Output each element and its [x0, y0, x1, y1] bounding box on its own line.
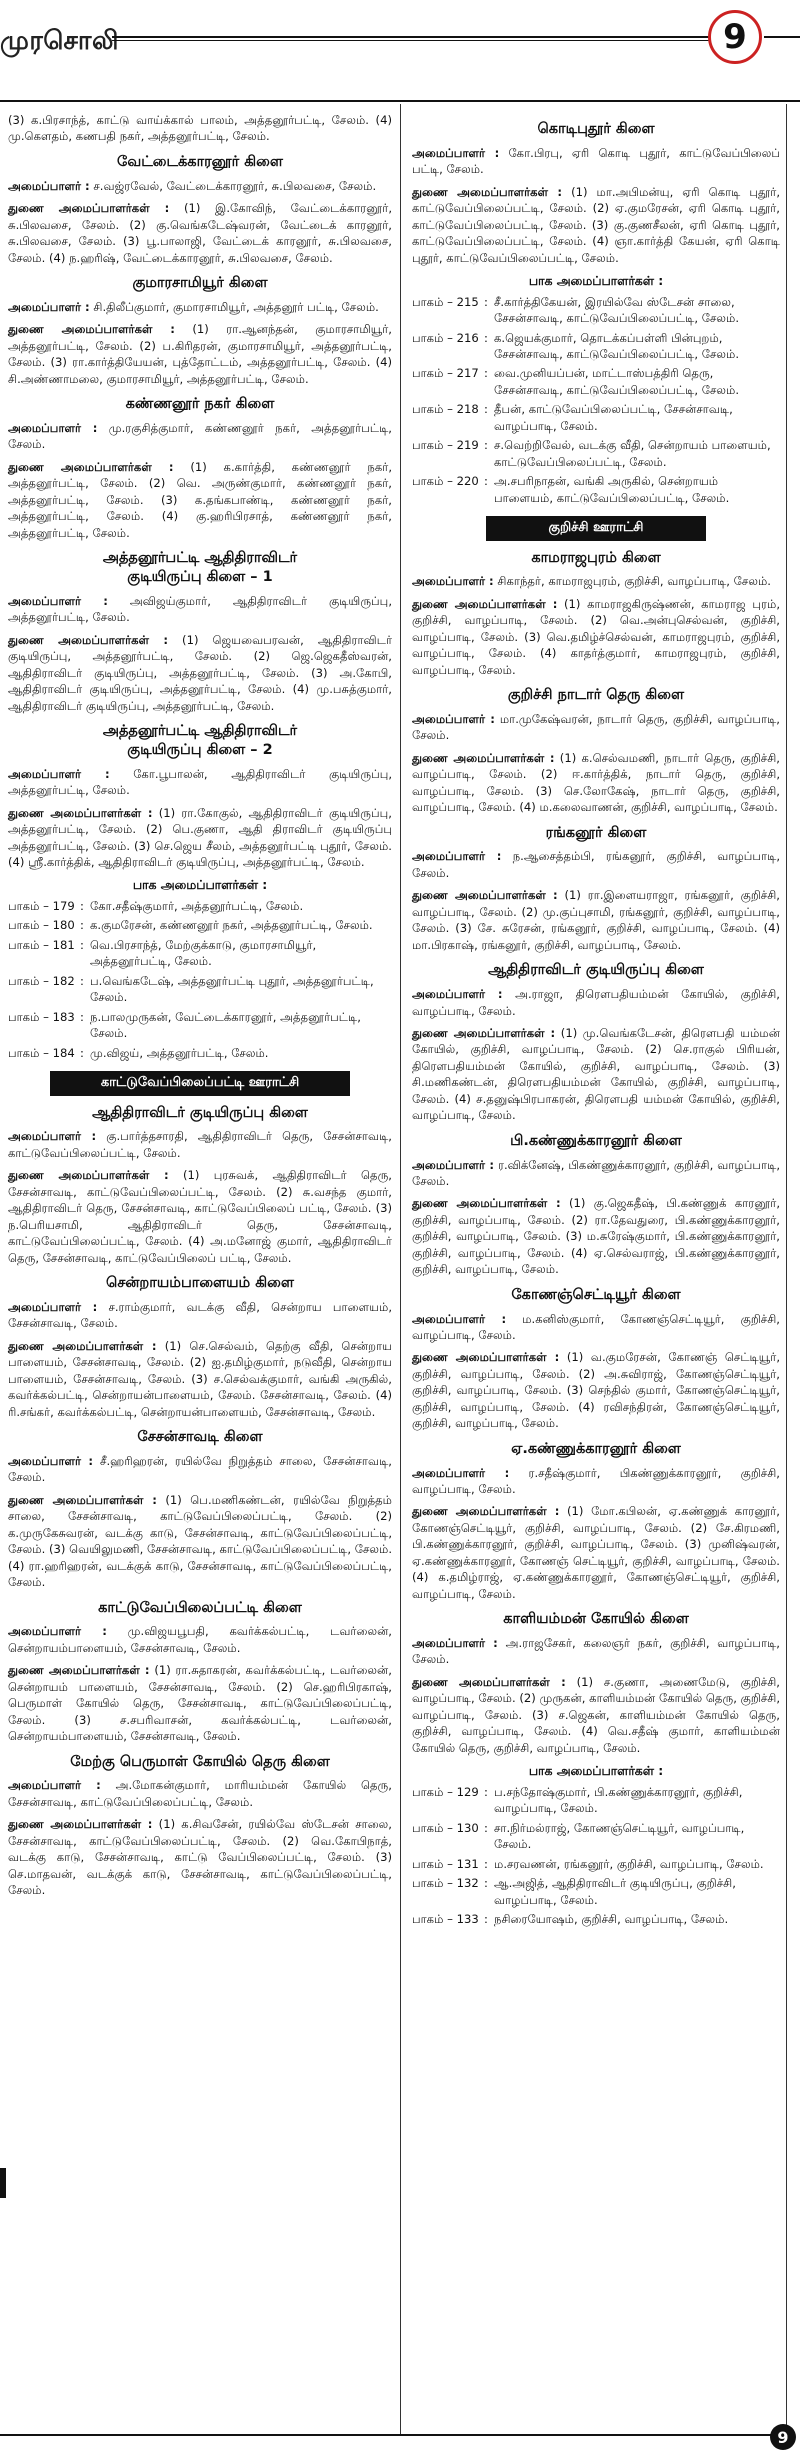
part-row: பாகம் – 219 : ச.வெற்றிவேல், வடக்கு வீதி, சென்றாயம் பாளையம், காட்டுவேப்பிலைப்பட்டி, சேலம். [412, 437, 780, 470]
deputies-label: துணை அமைப்பாளர்கள் : [412, 1504, 560, 1519]
secretary-entry [8, 1128, 392, 1161]
secretary-text: ர.விக்னேஷ், பிகண்ணுக்காரனூர், குறிச்சி, வாழப்பாடி, சேலம். [412, 1157, 781, 1188]
masthead-rule [112, 36, 712, 41]
secretary-entry [412, 1157, 780, 1190]
branch-title: கோணஞ்செட்டியூர் கிளை [511, 1286, 681, 1303]
deputies-text: (1) க.கார்த்தி, கண்ணனூர் நகர், அத்தனூர்பட்டி, சேலம். (2) வெ. அருண்குமார், கண்ணனூர் நகர், அத்தனூர்பட்டி, சேலம். (3) க.தங்கபாண்டி, கண்ணனூர் நகர், அத்தனூர்பட்டி, சேலம். (4) கு.ஹரிபிரசாத், கண்ணனூர் நகர், அத்தனூர்பட்டி, சேலம். [8, 459, 392, 540]
secretary-entry [8, 299, 392, 315]
part-number: பாகம் – 180 [8, 918, 75, 933]
deputies-entry [8, 1167, 392, 1266]
deputies-entry [8, 1492, 392, 1591]
secretary-text: அவிஜய்குமார், ஆதிதிராவிடர் குடியிருப்பு, அத்தனூர்பட்டி, சேலம். [8, 593, 392, 625]
deputies-label: துணை அமைப்பாளர்கள் : [412, 1196, 561, 1211]
part-organisers-heading: பாக அமைப்பாளர்கள் : [528, 1763, 664, 1779]
deputies-label: துணை அமைப்பாளர்கள் : [8, 1168, 169, 1183]
secretary-label: அமைப்பாளர் : [8, 178, 90, 193]
deputies-label: துணை அமைப்பாளர்கள் : [412, 1350, 560, 1365]
deputies-text: (1) ஜெயவைபரவன், ஆதிதிராவிடர் குடியிருப்பு, அத்தனூர்பட்டி, சேலம். (2) ஜெ.ஜெகதீஸ்வரன், ஆதிதிராவிடர் குடியிருப்பு, அத்தனூர்பட்டி, சேலம். (3) அ.கோபி, ஆதிதிராவிடர் குடியிருப்பு, அத்தனூர்பட்டி, சேலம். (4) மு.பசுத்குமார், ஆதிதிராவிடர் குடியிருப்பு, அத்தனூர்பட்டி, சேலம். [8, 632, 392, 713]
deputies-label: துணை அமைப்பாளர்கள் : [8, 1817, 153, 1832]
secretary-text: அ.ராஜசேகர், கலைஞர் நகர், குறிச்சி, வாழப்பாடி, சேலம். [412, 1636, 780, 1667]
part-number: பாகம் – 219 [412, 438, 479, 453]
deputies-label: துணை அமைப்பாளர்கள் : [8, 201, 170, 216]
part-row: பாகம் – 217 : வை.முனியப்பன், மாட்டாஸ்பத்திரி தெரு, சேசன்சாவடி, காட்டுவேப்பிலைப்பட்டி, சேலம். [412, 365, 780, 398]
deputies-text: (1) ரா.சுதாகரன், கவர்க்கல்பட்டி, டவர்லைன், சென்றாயம் பாளையம், சேசன்சாவடி, சேலம். (2) செ.ஹரிபிரகாஷ், பெருமாள் கோயில் தெரு, சேசன்சாவடி, காட்டுவேப்பிலைப்பட்டி, சேலம். (3) ச.சபரிவாசன், கவர்க்கல்பட்டி, டவர்லைன், சென்றாயம்பாளையம், சேசன்சாவடி, சேலம். [8, 1663, 392, 1744]
part-row: பாகம் – 218 : தீபன், காட்டுவேப்பிலைப்பட்டி, சேசன்சாவடி, வாழப்பாடி, சேலம். [412, 401, 780, 434]
secretary-text: கோ.பூபாலன், ஆதிதிராவிடர் குடியிருப்பு, அத்தனூர்பட்டி, சேலம். [8, 766, 393, 798]
secretary-entry [412, 1311, 780, 1344]
deputies-entry [412, 1349, 780, 1431]
deputies-label: துணை அமைப்பாளர்கள் : [412, 1674, 566, 1689]
part-number: பாகம் – 130 [412, 1820, 479, 1835]
part-list [412, 294, 780, 506]
part-list [412, 1784, 780, 1928]
part-row: பாகம் – 179 : கோ.சதீஷ்குமார், அத்தனூர்பட்டி, சேலம். [8, 898, 392, 914]
part-row: பாகம் – 133 : நசிரையோஷம், குறிச்சி, வாழப்பாடி, சேலம். [412, 1911, 780, 1927]
deputies-entry [8, 805, 392, 871]
right-column [412, 112, 780, 1930]
deputies-text: (1) ச.குணா, அணைமேடு, குறிச்சி, வாழப்பாடி, சேலம். (2) முருகன், காளியம்மன் கோயில் தெரு, குறிச்சி, வாழப்பாடி, சேலம். (3) ச.ஜெகன், காளியம்மன் கோயில் தெரு, குறிச்சி, வாழப்பாடி, சேலம். (4) வெ.சதீஷ் குமார், காளியம்மன் கோயில் தெரு, குறிச்சி, வாழப்பாடி, சேலம். [412, 1674, 780, 1755]
deputies-text: (1) செ.செல்வம், தெற்கு வீதி, சென்றாய பாளையம், சேசன்சாவடி, சேலம். (2) ஐ.தமிழ்குமார், நடுவீதி, சென்றாய பாளையம், சேசன்சாவடி, சேலம். (3) ச.செல்வக்குமார், வங்கி அருகில், கவர்க்கல்பட்டி, சென்றாயன்பாளையம், சேலம். சேசன்சாவடி, சேலம். (4) ரி.சங்கர், கவர்க்கல்பட்டி, சென்றாயன்பாளையம், சேசன்சாவடி, சேலம். [8, 1338, 393, 1419]
secretary-text: கோ.பிரபு, ஏரி கொடி புதூர், காட்டுவேப்பிலைப் பட்டி, சேலம். [412, 145, 780, 177]
part-number: பாகம் – 132 [412, 1876, 479, 1891]
branch-title: காளியம்மன் கோயில் கிளை [503, 1611, 689, 1628]
secretary-text: அ.மோகன்குமார், மாரியம்மன் கோயில் தெரு, சேசன்சாவடி, காட்டுவேப்பிலைப்பட்டி, சேலம். [8, 1778, 392, 1809]
deputies-label: துணை அமைப்பாளர்கள் : [412, 184, 563, 199]
secretary-text: சி.திலீப்குமார், குமாரசாமியூர், அத்தனூர் பட்டி, சேலம். [93, 299, 379, 314]
deputies-text: (1) க.செல்வமணி, நாடார் தெரு, குறிச்சி, வாழப்பாடி, சேலம். (2) ஈ.கார்த்திக், நாடார் தெரு, குறிச்சி, வாழப்பாடி, சேலம். (3) செ.லோகேஷ், நாடார் தெரு, குறிச்சி, வாழப்பாடி, சேலம். (4) ம.கலைவாணன், குறிச்சி, வாழப்பாடி, சேலம். [412, 750, 780, 815]
newspaper-title: முரசொலி [0, 26, 119, 56]
secretary-label: அமைப்பாளர் : [412, 1636, 498, 1651]
deputies-label: துணை அமைப்பாளர்கள் : [8, 1492, 157, 1507]
masthead [0, 0, 800, 80]
deputies-entry [8, 459, 392, 541]
panchayat-banner: குறிச்சி ஊராட்சி [486, 516, 707, 540]
deputies-text: (1) க.சிவசேன், ரயில்வே ஸ்டேசன் சாலை, சேசன்சாவடி, காட்டுவேப்பிலைப்பட்டி, சேலம். (2) வெ.கோபிநாத், வடக்கு காடு, சேசன்சாவடி, காட்டு வேப்பிலைப்பட்டி, சேலம். (3) செ.மாதவன், வடக்குக் காடு, சேசன்சாவடி, காட்டுவேப்பிலைப்பட்டி, சேலம். [8, 1817, 392, 1898]
column-divider [400, 104, 401, 2434]
secretary-text: ர.சதீஷ்குமார், பிகண்ணுக்காரனூர், குறிச்சி, வாழப்பாடி, சேலம். [412, 1465, 780, 1496]
branch-title: கண்ணனூர் நகர் கிளை [125, 396, 275, 413]
secretary-text: மு.ரகுசித்குமார், கண்ணனூர் நகர், அத்தனூர்பட்டி, சேலம். [8, 420, 392, 452]
secretary-entry [8, 766, 392, 799]
part-row: பாகம் – 220 : அ.சபரிநாதன், வங்கி அருகில், சென்றாயம் பாளையம், காட்டுவேப்பிலைப்பட்டி, சேலம். [412, 473, 780, 506]
secretary-label: அமைப்பாளர் : [412, 987, 503, 1002]
secretary-text: ம.கனிஸ்குமார், கோணஞ்செட்டியூர், குறிச்சி, வாழப்பாடி, சேலம். [412, 1311, 780, 1342]
part-organisers-heading: பாக அமைப்பாளர்கள் : [132, 877, 268, 893]
deputies-text: (1) கு.ஜெகதீஷ், பி.கண்ணுக் காரனூர், குறிச்சி, வாழப்பாடி, சேலம். (2) ரா.தேவதுரை, பி.கண்ணுக்காரனூர், குறிச்சி, வாழப்பாடி, சேலம். (3) ம.சுரேஷ்குமார், பி.கண்ணுக்காரனூர், குறிச்சி, வாழப்பாடி, சேலம். (4) ஏ.செல்வராஜ், பி.கண்ணுக்காரனூர், குறிச்சி, வாழப்பாடி, சேலம். [412, 1196, 780, 1277]
secretary-text: அ.ராஜா, திரௌபதியம்மன் கோயில், குறிச்சி, வாழப்பாடி, சேலம். [412, 987, 780, 1018]
deputies-label: துணை அமைப்பாளர்கள் : [412, 750, 555, 765]
secretary-entry [8, 1453, 392, 1486]
part-number: பாகம் – 216 [412, 330, 479, 345]
secretary-label: அமைப்பாளர் : [8, 766, 110, 781]
deputies-text: (1) வ.குமரேசன், கோணஞ் செட்டியூர், குறிச்சி, வாழப்பாடி, சேலம். (2) அ.சுவிராஜ், கோணஞ்செட்டியூர், குறிச்சி, வாழப்பாடி, சேலம். (3) செந்தில் குமார், கோணஞ்செட்டியூர், குறிச்சி, வாழப்பாடி, சேலம். (4) ரவிசந்திரன், கோணஞ்செட்டியூர், குறிச்சி, வாழப்பாடி, சேலம். [412, 1350, 781, 1431]
masthead-rule-right [764, 36, 800, 38]
secretary-entry [8, 420, 392, 453]
margin-marker [0, 2168, 6, 2198]
part-number: பாகம் – 182 [8, 973, 75, 988]
secretary-text: ச.ராம்குமார், வடக்கு வீதி, சென்றாய பாளையம், சேசன்சாவடி, சேலம். [8, 1299, 392, 1331]
secretary-text: மா.முகேஷ்வரன், நாடார் தெரு, குறிச்சி, வாழப்பாடி, சேலம். [412, 711, 780, 743]
deputies-label: துணை அமைப்பாளர்கள் : [8, 322, 175, 337]
part-row: பாகம் – 132 : ஆ.அஜித், ஆதிதிராவிடர் குடியிருப்பு, குறிச்சி, வாழப்பாடி, சேலம். [412, 1875, 780, 1908]
secretary-entry [412, 848, 780, 881]
secretary-label: அமைப்பாளர் : [8, 1778, 101, 1793]
deputies-label: துணை அமைப்பாளர்கள் : [8, 1338, 157, 1353]
deputies-entry [412, 1503, 780, 1602]
deputies-entry [8, 200, 392, 266]
deputies-text: (1) காமராஜகிருஷ்ணன், காமராஜ புரம், குறிச்சி, வாழப்பாடி, சேலம். (2) வெ.அன்புசெல்வன், குறிச்சி, வாழப்பாடி, சேலம். (3) வெ.தமிழ்ச்செல்வன், காமராஜபுரம், குறிச்சி, வாழப்பாடி, சேலம். (4) காதர்த்குமார், காமராஜபுரம், குறிச்சி, வாழப்பாடி, சேலம். [412, 596, 780, 677]
deputies-entry [412, 887, 780, 953]
part-number: பாகம் – 179 [8, 899, 75, 914]
part-row: பாகம் – 180 : க.குமரேசன், கண்ணனூர் நகர், அத்தனூர்பட்டி, சேலம். [8, 917, 392, 933]
secretary-label: அமைப்பாளர் : [8, 1453, 94, 1468]
part-row: பாகம் – 182 : ப.வெங்கடேஷ், அத்தனூர்பட்டி புதூர், அத்தனூர்பட்டி, சேலம். [8, 973, 392, 1006]
deputies-text: (1) மா.அபிமன்யு, ஏரி கொடி புதூர், காட்டுவேப்பிலைப்பட்டி, சேலம். (2) ஏ.குமரேசன், ஏரி கொடி புதூர், காட்டுவேப்பிலைப்பட்டி, சேலம். (3) கு.குணசீலன், ஏரி கொடி புதூர், காட்டுவேப்பிலைப்பட்டி, சேலம். (4) ஞா.கார்த்தி கேயன், ஏரி கொடி புதூர், காட்டுவேப்பிலைப்பட்டி, சேலம். [412, 184, 781, 265]
secretary-entry [8, 1299, 392, 1332]
secretary-text: கு.பார்த்தசாரதி, ஆதிதிராவிடர் தெரு, சேசன்சாவடி, காட்டுவேப்பிலைப்பட்டி, சேலம். [8, 1129, 392, 1160]
secretary-entry [412, 1465, 780, 1498]
page-number-badge: 9 [708, 10, 762, 64]
branch-title: காட்டுவேப்பிலைப்பட்டி கிளை [98, 1599, 302, 1616]
deputies-text: (1) மு.வெங்கடேசன், திரௌபதி யம்மன் கோயில், குறிச்சி, வாழப்பாடி, சேலம். (2) செ.ராகுல் பிரியன், திரௌபதியம்மன் கோயில், குறிச்சி, வாழப்பாடி, சேலம். (3) சி.மணிகண்டன், திரௌபதியம்மன் கோயில், குறிச்சி, வாழப்பாடி, சேலம். (4) ச.தனுஷ்பிரபாகரன், திரௌபதி யம்மன் கோயில், குறிச்சி, வாழப்பாடி, சேலம். [412, 1025, 780, 1123]
panchayat-banner: காட்டுவேப்பிலைப்பட்டி ஊராட்சி [50, 1071, 350, 1095]
part-text: ஆ.அஜித், ஆதிதிராவிடர் குடியிருப்பு, குறிச்சி, வாழப்பாடி, சேலம். [494, 1876, 736, 1907]
secretary-entry [8, 1777, 392, 1810]
secretary-entry [8, 593, 392, 626]
part-number: பாகம் – 181 [8, 937, 75, 952]
deputies-text: (1) புரசுவக், ஆதிதிராவிடர் தெரு, சேசன்சாவடி, காட்டுவேப்பிலைப்பட்டி, சேலம். (2) சு.வசந்த குமார், ஆதிதிராவிடர் தெரு, சேசன்சாவடி, காட்டுவேப்பிலைப் பட்டி, சேலம். (3) ந.பெரியசாமி, ஆதிதிராவிடர் தெரு, சேசன்சாவடி, காட்டுவேப்பிலைப்பட்டி, சேலம். (4) அ.மனோஜ் குமார், ஆதிதிராவிடர் தெரு, சேசன்சாவடி, காட்டுவேப்பிலைப் பட்டி, சேலம். [8, 1168, 392, 1265]
part-text: நசிரையோஷம், குறிச்சி, வாழப்பாடி, சேலம். [494, 1911, 729, 1926]
part-number: பாகம் – 133 [412, 1911, 479, 1926]
branch-title: வேட்டைக்காரனூர் கிளை [117, 153, 283, 170]
branch-title: ஏ.கண்ணுக்காரனூர் கிளை [511, 1440, 681, 1457]
frame-top-rule [0, 100, 800, 102]
part-text: சா.நிர்மல்ராஜ், கோணஞ்செட்டியூர், வாழப்பாடி, சேலம். [494, 1820, 745, 1852]
branch-title: காமராஜபுரம் கிளை [531, 549, 661, 566]
part-text: க.குமரேசன், கண்ணனூர் நகர், அத்தனூர்பட்டி, சேலம். [90, 918, 373, 933]
part-text: ச.வெற்றிவேல், வடக்கு வீதி, சென்றாயம் பாளையம், காட்டுவேப்பிலைப்பட்டி, சேலம். [494, 438, 771, 469]
deputies-entry [8, 632, 392, 714]
deputies-label: துணை அமைப்பாளர்கள் : [8, 632, 169, 647]
secretary-label: அமைப்பாளர் : [412, 1157, 494, 1172]
branch-title-line1: அத்தனூர்பட்டி ஆதிதிராவிடர் [102, 550, 298, 567]
deputies-label: துணை அமைப்பாளர்கள் : [8, 805, 153, 820]
part-organisers-heading: பாக அமைப்பாளர்கள் : [528, 273, 664, 289]
part-row: பாகம் – 131 : ம.சரவணன், ரங்கனூர், குறிச்சி, வாழப்பாடி, சேலம். [412, 1856, 780, 1872]
secretary-label: அமைப்பாளர் : [412, 711, 495, 726]
deputies-text: (1) மோ.கபிலன், ஏ.கண்ணுக் காரனூர், கோணஞ்செட்டியூர், குறிச்சி, வாழப்பாடி, சேலம். (2) சே.கிரமணி, பி.கண்ணுக்காரனூர், குறிச்சி, வாழப்பாடி, சேலம். (3) முனிஷ்வரன், ஏ.கண்ணுக்காரனூர், கோணஞ் செட்டியூர், குறிச்சி, வாழப்பாடி, சேலம். (4) க.தமிழ்ராஜ், ஏ.கண்ணுக்காரனூர், கோணஞ்செட்டியூர், குறிச்சி, வாழப்பாடி, சேலம். [412, 1504, 780, 1601]
secretary-label: அமைப்பாளர் : [412, 1465, 510, 1480]
part-text: சீ.கார்த்திகேயன், இரயில்வே ஸ்டேசன் சாலை, சேசன்சாவடி, காட்டுவேப்பிலைப்பட்டி, சேலம். [494, 294, 740, 326]
secretary-label: அமைப்பாளர் : [412, 574, 494, 589]
left-column [8, 112, 392, 1905]
part-text: க.ஜெயக்குமார், தொடக்கப்பள்ளி பின்புறம், சேசன்சாவடி, காட்டுவேப்பிலைப்பட்டி, சேலம். [494, 330, 740, 361]
secretary-text: ச.வஜ்ரவேல், வேட்டைக்காரனூர், சு.பிலவசை, சேலம். [93, 178, 377, 193]
deputies-entry [8, 1816, 392, 1898]
part-text: ப.வெங்கடேஷ், அத்தனூர்பட்டி புதூர், அத்தனூர்பட்டி, சேலம். [90, 973, 374, 1005]
deputies-text: (1) பெ.மணிகண்டன், ரயில்வே நிறுத்தம் சாலை, சேசன்சாவடி, காட்டுவேப்பிலைப்பட்டி, சேலம். (2) க.முருகேசுவரன், வடக்கு காடு, சேசன்சாவடி, காட்டுவேப்பிலைப்பட்டி, சேலம். (3) வெயிலுமணி, சேசன்சாவடி, காட்டுவேப்பிலைப்பட்டி, சேலம். (4) ரா.ஹரிஹரன், வடக்குக் காடு, சேசன்சாவடி, காட்டுவேப்பிலைப்பட்டி, சேலம். [8, 1492, 393, 1590]
secretary-entry [412, 1635, 780, 1668]
secretary-text: ந.ஆசைத்தம்பி, ரங்கனூர், குறிச்சி, வாழப்பாடி, சேலம். [412, 849, 781, 880]
branch-title: மேற்கு பெருமாள் கோயில் தெரு கிளை [70, 1753, 330, 1770]
deputies-label: துணை அமைப்பாளர்கள் : [412, 1025, 556, 1040]
part-text: தீபன், காட்டுவேப்பிலைப்பட்டி, சேசன்சாவடி, வாழப்பாடி, சேலம். [494, 402, 733, 433]
part-row: பாகம் – 216 : க.ஜெயக்குமார், தொடக்கப்பள்ளி பின்புறம், சேசன்சாவடி, காட்டுவேப்பிலைப்பட்டி, சேலம். [412, 330, 780, 363]
part-text: ப.சந்தோஷ்குமார், பி.கண்ணுக்காரனூர், குறிச்சி, வாழப்பாடி, சேலம். [494, 1784, 743, 1816]
part-number: பாகம் – 220 [412, 474, 479, 489]
branch-title: சென்றாயம்பாளையம் கிளை [106, 1275, 294, 1292]
branch-title: கொடிபுதூர் கிளை [537, 121, 655, 137]
part-text: அ.சபரிநாதன், வங்கி அருகில், சென்றாயம் பாளையம், காட்டுவேப்பிலைப்பட்டி, சேலம். [494, 474, 730, 505]
branch-title [8, 722, 392, 760]
deputies-text: (1) இ.கோவிந், வேட்டைக்காரனூர், சு.பிலவசை, சேலம். (2) கு.வெங்கடேஷ்வரன், வேட்டைக் காரனூர், சு.பிலவசை, சேலம். (3) பூ.பாலாஜி, வேட்டைக் காரனூர், சு.பிலவசை, சேலம். (4) ந.ஹரிஷ், வேட்டைக்காரனூர், சு.பிலவசை, சேலம். [8, 201, 393, 265]
deputies-entry [8, 1662, 392, 1744]
part-number: பாகம் – 129 [412, 1784, 479, 1799]
footer-page-number: 9 [770, 2424, 796, 2450]
part-number: பாகம் – 131 [412, 1856, 479, 1871]
part-number: பாகம் – 215 [412, 294, 479, 309]
part-row: பாகம் – 183 : ந.பாலமுருகன், வேட்டைக்காரனூர், அத்தனூர்பட்டி, சேலம். [8, 1009, 392, 1042]
branch-title-line2: குடியிருப்பு கிளை – 1 [127, 568, 273, 585]
branch-title: ரங்கனூர் கிளை [545, 824, 647, 841]
branch-title: சேசன்சாவடி கிளை [137, 1429, 263, 1446]
part-row: பாகம் – 129 : ப.சந்தோஷ்குமார், பி.கண்ணுக்காரனூர், குறிச்சி, வாழப்பாடி, சேலம். [412, 1784, 780, 1817]
deputies-label: துணை அமைப்பாளர்கள் : [8, 1663, 150, 1678]
secretary-label: அமைப்பாளர் : [412, 849, 502, 864]
part-number: பாகம் – 217 [412, 366, 479, 381]
part-row: பாகம் – 130 : சா.நிர்மல்ராஜ், கோணஞ்செட்டியூர், வாழப்பாடி, சேலம். [412, 1820, 780, 1853]
secretary-label: அமைப்பாளர் : [8, 1624, 107, 1639]
intro-text: (3) க.பிரசாந்த், காட்டு வாய்க்கால் பாலம், அத்தனூர்பட்டி, சேலம். (4) மு.கௌதம், கணபதி நகர், அத்தனூர்பட்டி, சேலம். [8, 113, 392, 144]
part-text: ம.சரவணன், ரங்கனூர், குறிச்சி, வாழப்பாடி, சேலம். [494, 1856, 764, 1871]
frame-bottom-rule [0, 2434, 786, 2436]
deputies-label: துணை அமைப்பாளர்கள் : [8, 459, 174, 474]
secretary-entry [8, 1623, 392, 1656]
branch-title-line2: குடியிருப்பு கிளை – 2 [127, 741, 273, 758]
deputies-entry [412, 1195, 780, 1277]
part-text: மு.விஜய், அத்தனூர்பட்டி, சேலம். [90, 1045, 269, 1060]
part-text: கோ.சதீஷ்குமார், அத்தனூர்பட்டி, சேலம். [90, 899, 304, 914]
deputies-text: (1) ரா.கோகுல், ஆதிதிராவிடர் குடியிருப்பு, அத்தனூர்பட்டி, சேலம். (2) பெ.குணா, ஆதி திராவிடர் குடியிருப்பு அத்தனூர்பட்டி, சேலம். (3) செ.ஜெய சீலம், அத்தனூர்பட்டி புதூர், சேலம். (4) ஸ்ரீ.கார்த்திக், ஆதிதிராவிடர் குடியிருப்பு, அத்தனூர்பட்டி, சேலம். [8, 805, 392, 869]
branch-title: ஆதிதிராவிடர் குடியிருப்பு கிளை [92, 1104, 308, 1121]
secretary-label: அமைப்பாளர் : [8, 420, 98, 435]
branch-title [8, 549, 392, 587]
secretary-text: சிகாந்தர், காமராஜபுரம், குறிச்சி, வாழப்பாடி, சேலம். [497, 574, 771, 589]
secretary-label: அமைப்பாளர் : [412, 1311, 507, 1326]
deputies-entry [412, 184, 780, 266]
part-row: பாகம் – 181 : வெ.பிரசாந்த், மேற்குக்காடு, குமாரசாமியூர், அத்தனூர்பட்டி, சேலம். [8, 937, 392, 970]
secretary-label: அமைப்பாளர் : [412, 145, 500, 160]
deputies-entry [412, 750, 780, 816]
deputies-text: (1) ரா.ஆனந்தன், குமாரசாமியூர், அத்தனூர்பட்டி, சேலம். (2) ப.கிரிதரன், குமாரசாமியூர், அத்தனூர்பட்டி, சேலம். (3) ரா.கார்த்தியேயன், புத்தோட்டம், அத்தனூர்பட்டி, சேலம். (4) சி.அண்ணாமலை, குமாரசாமியூர், அத்தனூர்பட்டி, சேலம். [8, 322, 392, 386]
branch-title: ஆதிதிராவிடர் குடியிருப்பு கிளை [488, 962, 704, 979]
part-text: ந.பாலமுருகன், வேட்டைக்காரனூர், அத்தனூர்பட்டி, சேலம். [90, 1009, 361, 1041]
part-row: பாகம் – 215 : சீ.கார்த்திகேயன், இரயில்வே ஸ்டேசன் சாலை, சேசன்சாவடி, காட்டுவேப்பிலைப்பட்டி, சேலம். [412, 294, 780, 327]
branch-title: குறிச்சி நாடார் தெரு கிளை [507, 687, 685, 704]
deputies-text: (1) ரா.இளையராஜா, ரங்கனூர், குறிச்சி, வாழப்பாடி, சேலம். (2) மு.குப்புசாமி, ரங்கனூர், குறிச்சி, வாழப்பாடி, சேலம். (3) சே. சுரேசன், ரங்கனூர், குறிச்சி, வாழப்பாடி, சேலம். (4) மா.பிரகாஷ், ரங்கனூர், குறிச்சி, வாழப்பாடி, சேலம். [412, 888, 780, 952]
part-number: பாகம் – 183 [8, 1009, 75, 1024]
deputies-entry [8, 321, 392, 387]
secretary-entry [412, 145, 780, 178]
secretary-label: அமைப்பாளர் : [8, 1299, 98, 1314]
secretary-entry [412, 711, 780, 744]
part-number: பாகம் – 184 [8, 1045, 75, 1060]
part-text: வை.முனியப்பன், மாட்டாஸ்பத்திரி தெரு, சேசன்சாவடி, காட்டுவேப்பிலைப்பட்டி, சேலம். [494, 366, 740, 397]
branch-title-line1: அத்தனூர்பட்டி ஆதிதிராவிடர் [102, 723, 298, 739]
part-row: பாகம் – 184 : மு.விஜய், அத்தனூர்பட்டி, சேலம். [8, 1045, 392, 1061]
part-number: பாகம் – 218 [412, 402, 479, 417]
secretary-text: சீ.ஹரிஹரன், ரயில்வே நிறுத்தம் சாலை, சேசன்சாவடி, சேலம். [8, 1453, 392, 1485]
secretary-label: அமைப்பாளர் : [8, 299, 90, 314]
secretary-label: அமைப்பாளர் : [8, 593, 108, 608]
deputies-label: துணை அமைப்பாளர்கள் : [412, 596, 558, 611]
deputies-label: துணை அமைப்பாளர்கள் : [412, 888, 558, 903]
part-list [8, 898, 392, 1061]
deputies-entry [412, 1025, 780, 1124]
secretary-entry [8, 178, 392, 194]
secretary-label: அமைப்பாளர் : [8, 1129, 97, 1144]
deputies-entry [412, 1674, 780, 1756]
deputies-entry [412, 596, 780, 678]
part-text: வெ.பிரசாந்த், மேற்குக்காடு, குமாரசாமியூர், அத்தனூர்பட்டி, சேலம். [90, 937, 317, 969]
deputies-entry [8, 1338, 392, 1420]
secretary-entry [412, 986, 780, 1019]
secretary-entry [412, 573, 780, 589]
secretary-text: மு.விஜயபூபதி, கவர்க்கல்பட்டி, டவர்லைன், சென்றாயம்பாளையம், சேசன்சாவடி, சேலம். [8, 1624, 392, 1655]
column-divider-right [786, 104, 787, 2434]
branch-title: பி.கண்ணுக்காரனூர் கிளை [510, 1132, 682, 1149]
branch-title: குமாரசாமியூர் கிளை [132, 275, 268, 292]
